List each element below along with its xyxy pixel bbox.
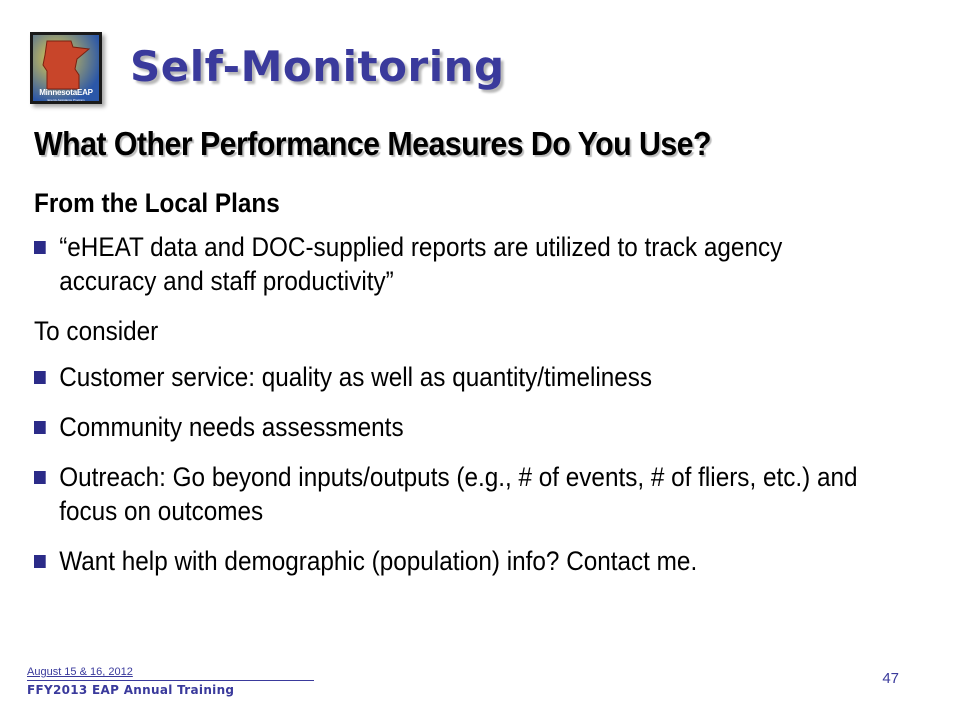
slide-subtitle: What Other Performance Measures Do You Use? [34,125,711,162]
bullet-text: Want help with demographic (population) info? Contact me. [59,546,698,576]
section-heading-to-consider: To consider [34,316,159,346]
logo-text: MinnesotaEAP [39,88,93,97]
bullet-item [34,410,826,444]
bullet-text: “eHEAT data and DOC-supplied reports are utilized to track agency accuracy and staff productivity” [59,232,783,296]
bullet-text: Outreach: Go beyond inputs/outputs (e.g., # of events, # of fliers, etc.) and focus on outcomes [59,462,858,526]
square-bullet-icon [34,555,46,568]
section-heading-local-plans: From the Local Plans [34,188,280,218]
square-bullet-icon [34,421,46,434]
square-bullet-icon [34,371,46,384]
bullet-item [34,360,826,394]
footer-divider [27,680,314,681]
bullet-item [34,230,826,298]
bullet-item [34,460,858,528]
slide-title: Self-Monitoring [130,42,505,91]
slide-content [34,186,914,594]
footer-training-title: FFY2013 EAP Annual Training [27,683,235,697]
bullet-text: Community needs assessments [59,412,404,442]
logo-subtext: Energy Assistance Program [47,98,85,102]
minnesota-eap-logo [30,32,102,104]
square-bullet-icon [34,241,46,254]
bullet-item [34,544,826,578]
bullet-text: Customer service: quality as well as quantity/timeliness [59,362,653,392]
square-bullet-icon [34,471,46,484]
footer-date: August 15 & 16, 2012 [27,666,133,678]
page-number: 47 [882,670,899,687]
